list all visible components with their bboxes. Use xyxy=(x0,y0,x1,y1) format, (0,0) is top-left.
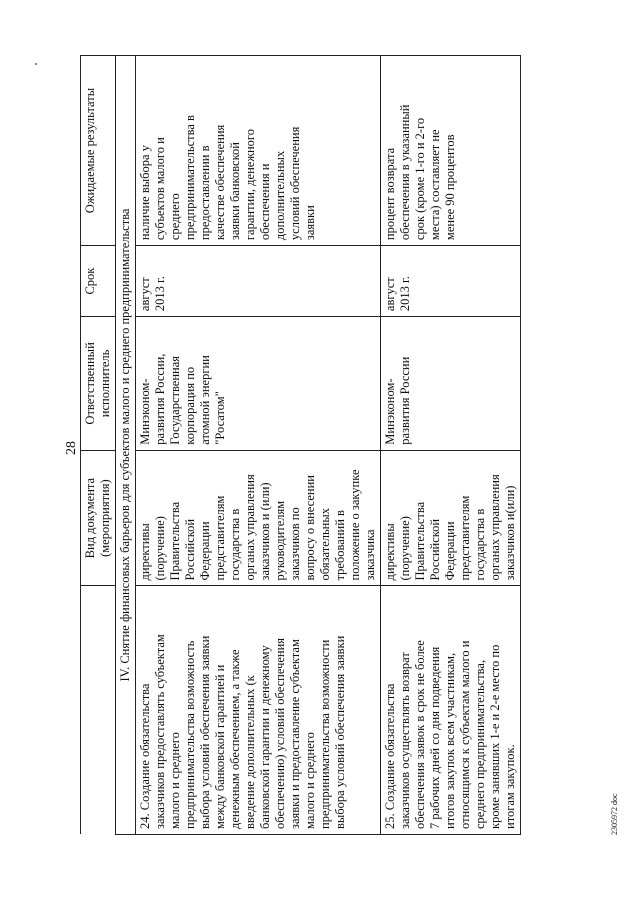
scan-speck xyxy=(35,63,37,65)
term-cell: август 2013 г. xyxy=(381,246,521,317)
document-type-cell: директивы (поручение) Правительства Российской Федерации представителям государства в органах управления заказчиков и (или) руководителям заказчиков по вопросу о внесении обязательных требований в положение о закупке заказчика xyxy=(136,450,381,586)
responsible-cell: Минэконом- развития России xyxy=(381,317,521,451)
result-cell: процент возврата обеспечения в указанный срок (кроме 1-го и 2-го места) составляет не менее 90 процентов xyxy=(381,56,521,246)
table-row xyxy=(381,56,521,835)
document-type-cell: директивы (поручение) Правительства Российской Федерации представителям государства в органах управления заказчиков и(или) xyxy=(381,450,521,586)
measure-cell: 24. Создание обязательства заказчиков предоставлять субъектам малого и среднего предпринимательства возможность выбора условий обеспечения заявки между банковской гарантией и денежным обеспечением, а также введение дополнительных (к банковской гарантии и денежному обеспечению) условий обеспечения заявки и предоставление субъектам малого и среднего предпринимательства возможности выбора условий обеспечения заявки xyxy=(136,586,381,835)
section-title: IV. Снятие финансовых барьеров для субъектов малого и среднего предпринимательства xyxy=(116,56,136,835)
table-row xyxy=(136,56,381,835)
header-measure xyxy=(81,586,116,835)
header-term: Срок xyxy=(81,246,116,317)
responsible-cell: Минэконом- развития России, Государственная корпорация по атомной энергии "Росатом" xyxy=(136,317,381,451)
section-row xyxy=(116,56,136,835)
table-header-row xyxy=(81,56,116,835)
footer-file-id: 2305972 doc xyxy=(610,793,619,835)
page-number: 28 xyxy=(64,441,79,455)
measures-table xyxy=(80,55,521,835)
header-expected-results: Ожидаемые результаты xyxy=(81,56,116,246)
measure-cell: 25. Создание обязательства заказчиков осуществлять возврат обеспечения заявок в срок не более 7 рабочих дней со дня подведения итогов закупок всем участникам, относящимся к субъектам малого и среднего предпринимательства, кроме занявших 1-е и 2-е место по итогам закупок. xyxy=(381,586,521,835)
result-cell: наличие выбора у субъектов малого и среднего предпринимательства в предоставлении в качестве обеспечения заявки банковской гарантии, денежного обеспечения и дополнительных условий обеспечения заявки xyxy=(136,56,381,246)
header-document-type: Вид документа (мероприятия) xyxy=(81,450,116,586)
term-cell: август 2013 г. xyxy=(136,246,381,317)
header-responsible: Ответственный исполнитель xyxy=(81,317,116,451)
